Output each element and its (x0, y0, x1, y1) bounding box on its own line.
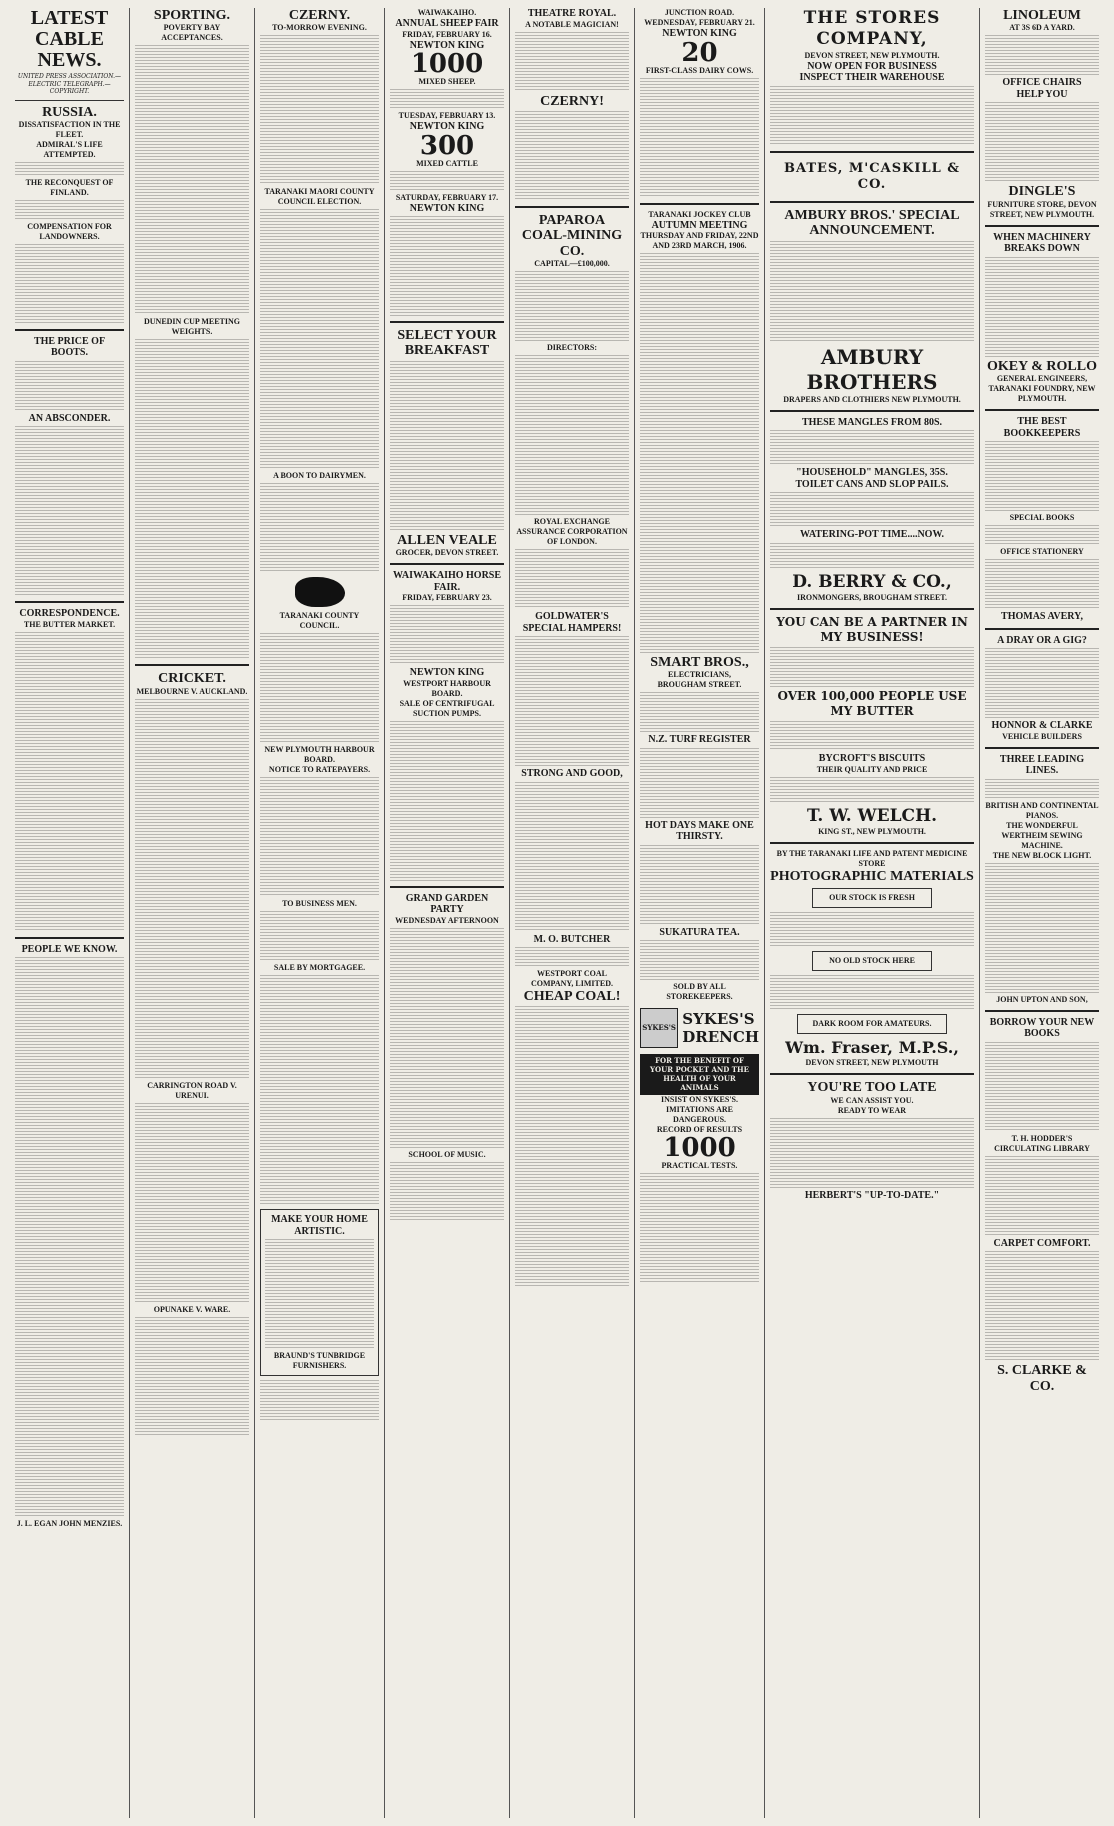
bates-heading: BATES, M'CASKILL & CO. (783, 160, 961, 192)
borrow-heading: BORROW YOUR NEW BOOKS (989, 1016, 1095, 1040)
compensation-heading: COMPENSATION FOR LANDOWNERS. (27, 221, 112, 241)
bycroft-heading: BYCROFT'S BISCUITS (818, 753, 926, 765)
divider (135, 664, 249, 666)
ratepayers-heading: NOTICE TO RATEPAYERS. (268, 765, 371, 775)
drench-bottle-icon (640, 1008, 678, 1048)
berry-heading: D. BERRY & CO., (792, 571, 952, 592)
text-block (15, 200, 124, 220)
paparoa-heading: PAPAROA COAL-MINING CO. (521, 212, 623, 259)
block-light-heading: THE NEW BLOCK LIGHT. (992, 850, 1092, 860)
column-ads (765, 8, 980, 1818)
braund-heading: BRAUND'S TUNBRIDGE FURNISHERS. (273, 1351, 366, 1371)
divider (15, 329, 124, 331)
text-block (135, 45, 249, 315)
text-block (640, 253, 759, 653)
text-block (640, 940, 759, 980)
chairs-heading: OFFICE CHAIRS (1002, 77, 1082, 89)
leading-heading: THREE LEADING LINES. (999, 753, 1085, 777)
czerny-heading: CZERNY! (540, 93, 604, 109)
divider (390, 886, 504, 888)
text-block (985, 257, 1099, 357)
photographic-heading: PHOTOGRAPHIC MATERIALS (770, 868, 974, 884)
assist-heading: WE CAN ASSIST YOU. (830, 1095, 914, 1105)
machinery-heading: WHEN MACHINERY BREAKS DOWN (993, 231, 1091, 255)
dingle-heading: DINGLE'S (1008, 184, 1076, 200)
signoff: J. L. EGAN JOHN MENZIES. (16, 1519, 123, 1529)
text-block (770, 543, 974, 568)
text-block (770, 647, 974, 687)
dingle-sub: FURNITURE STORE, DEVON STREET, NEW PLYMOUTH. (987, 199, 1097, 219)
autumn-heading: AUTUMN MEETING (651, 219, 748, 231)
date-heading: SATURDAY, FEBRUARY 17. (395, 192, 499, 202)
record-heading: RECORD OF RESULTS (656, 1125, 743, 1135)
no-old-label: NO OLD STOCK HERE (829, 956, 915, 966)
text-block (770, 721, 974, 751)
text-block (260, 777, 379, 897)
county-heading: TARANAKI COUNTY COUNCIL. (279, 611, 360, 631)
honnor-heading: HONNOR & CLARKE (991, 720, 1093, 732)
coal-company-heading: WESTPORT COAL COMPANY, LIMITED. (530, 969, 613, 989)
register-heading: N.Z. TURF REGISTER (648, 734, 751, 746)
drench-bottle-label: SYKES'S (642, 1023, 676, 1033)
bookkeepers-heading: THE BEST BOOKKEEPERS (1003, 416, 1081, 439)
date-heading: TUESDAY, FEBRUARY 13. (398, 111, 496, 120)
ready-heading: READY TO WEAR (837, 1105, 907, 1115)
divider (15, 601, 124, 603)
divider (770, 608, 974, 610)
imitations-heading: IMITATIONS ARE DANGEROUS. (665, 1105, 734, 1125)
divider (770, 201, 974, 203)
upton-heading: JOHN UPTON AND SON, (996, 994, 1088, 1004)
newton-king-heading: NEWTON KING (409, 121, 485, 132)
text-block (390, 361, 504, 531)
stationery-heading: OFFICE STATIONERY (1000, 547, 1084, 557)
mangles-heading: THESE MANGLES FROM 80S. (801, 416, 943, 428)
ambury-heading: AMBURY BROTHERS (806, 344, 938, 394)
storekeepers-heading: SOLD BY ALL STOREKEEPERS. (666, 982, 733, 1002)
help-heading: HELP YOU (1016, 88, 1068, 100)
linoleum-heading: LINOLEUM (1003, 8, 1081, 23)
column-notices (255, 8, 385, 1818)
absconder-heading: AN ABSCONDER. (28, 412, 111, 424)
newton-king-heading: NEWTON KING (409, 667, 485, 679)
toilet-heading: TOILET CANS AND SLOP PAILS. (795, 478, 949, 490)
okey-heading: OKEY & ROLLO (987, 358, 1097, 374)
quality-heading: THEIR QUALITY AND PRICE (816, 764, 928, 774)
text-block (770, 1118, 974, 1188)
column-sporting (130, 8, 255, 1818)
carrington-heading: CARRINGTON ROAD V. URENUI. (147, 1080, 237, 1100)
divider (985, 628, 1099, 630)
fresh-box (812, 888, 932, 908)
inspect-heading: INSPECT THEIR WAREHOUSE (799, 72, 945, 83)
evening-heading: TO-MORROW EVENING. (272, 23, 367, 33)
text-block (985, 35, 1099, 75)
column-classified (980, 8, 1104, 1818)
text-block (135, 699, 249, 1079)
count-1000: 1000 (410, 49, 484, 79)
mortgage-heading: SALE BY MORTGAGEE. (273, 963, 366, 973)
text-block (515, 1006, 629, 1286)
divider (985, 409, 1099, 411)
pumps-heading: SALE OF CENTRIFUGAL SUCTION PUMPS. (399, 698, 495, 718)
text-block (985, 102, 1099, 182)
text-block (15, 632, 124, 932)
assurance-heading: ROYAL EXCHANGE ASSURANCE CORPORATION OF LONDON. (516, 517, 628, 547)
drapers-heading: DRAPERS AND CLOTHIERS NEW PLYMOUTH. (783, 394, 961, 404)
fleet-heading: DISSATISFACTION IN THE FLEET. (18, 119, 121, 139)
too-late-heading: YOU'RE TOO LATE (807, 1080, 937, 1096)
insist-heading: INSIST ON SYKES'S. (661, 1095, 738, 1105)
fresh-label: OUR STOCK IS FRESH (829, 893, 915, 903)
text-block (135, 339, 249, 659)
text-block (640, 1173, 759, 1283)
smart-heading: SMART BROS., (650, 655, 749, 670)
magician-heading: A NOTABLE MAGICIAN! (525, 19, 619, 29)
veale-heading: ALLEN VEALE (397, 532, 497, 548)
honnor-sub: VEHICLE BUILDERS (1002, 731, 1082, 741)
text-block (515, 271, 629, 341)
column-entertainment (510, 8, 635, 1818)
text-block (770, 492, 974, 527)
business-heading: TO BUSINESS MEN. (282, 899, 357, 909)
text-block (390, 1162, 504, 1222)
text-block (260, 911, 379, 961)
home-heading: MAKE YOUR HOME ARTISTIC. (271, 1214, 368, 1237)
tests-heading: PRACTICAL TESTS. (661, 1161, 738, 1171)
divider (985, 1010, 1099, 1012)
text-block (515, 32, 629, 92)
cheap-coal-heading: CHEAP COAL! (523, 989, 621, 1005)
ink-blot (295, 577, 345, 607)
text-block (515, 947, 629, 967)
avery-heading: THOMAS AVERY, (1001, 611, 1083, 623)
text-block (985, 1156, 1099, 1236)
text-block (640, 78, 759, 198)
admiral-heading: ADMIRAL'S LIFE ATTEMPTED. (36, 139, 103, 159)
text-block (770, 777, 974, 802)
text-block (260, 35, 379, 185)
text-block (770, 86, 974, 146)
match-heading: MELBOURNE V. AUCKLAND. (136, 686, 248, 696)
photo-by-heading: BY THE TARANAKI LIFE AND PATENT MEDICINE STORE (776, 848, 968, 868)
dunedin-heading: DUNEDIN CUP MEETING WEIGHTS. (143, 317, 240, 337)
horse-fair-heading: WAIWAKAIHO HORSE FAIR. (392, 570, 502, 593)
count-20: 20 (681, 37, 718, 68)
column-news (10, 8, 130, 1818)
drench-heading: DRENCH (682, 1028, 759, 1047)
text-block (640, 748, 759, 818)
divider (985, 747, 1099, 749)
capital-heading: CAPITAL—£100,000. (534, 259, 610, 269)
divider (770, 842, 974, 844)
text-block (265, 1239, 374, 1349)
text-block (15, 361, 124, 411)
strong-heading: STRONG AND GOOD, (521, 768, 623, 780)
date-heading: THURSDAY AND FRIDAY, 22ND AND 23RD MARCH, 1906. (640, 231, 759, 250)
finland-heading: THE RECONQUEST OF FINLAND. (25, 177, 114, 197)
cows-heading: FIRST-CLASS DAIRY COWS. (645, 65, 754, 75)
dray-heading: A DRAY OR A GIG? (997, 634, 1087, 646)
okey-sub: GENERAL ENGINEERS, TARANAKI FOUNDRY, NEW PLYMOUTH. (988, 374, 1096, 404)
garden-party-heading: GRAND GARDEN PARTY (405, 892, 489, 916)
junction-heading: JUNCTION ROAD. (664, 8, 735, 17)
cricket-title: CRICKET. (158, 671, 226, 687)
boots-heading: THE PRICE OF BOOTS. (33, 335, 106, 359)
newton-king-heading: NEWTON KING (409, 39, 485, 51)
sporting-title: SPORTING. (153, 8, 231, 23)
sykes-drench-ad (640, 1008, 759, 1048)
divider (515, 206, 629, 208)
columns (10, 8, 1104, 1818)
column-racing (635, 8, 765, 1818)
text-block (260, 633, 379, 743)
electricians-heading: ELECTRICIANS, (668, 670, 731, 680)
date-heading: FRIDAY, FEBRUARY 23. (402, 593, 492, 603)
newton-king-heading: NEWTON KING (409, 202, 485, 214)
street-heading: BROUGHAM STREET. (657, 680, 742, 690)
stores-address: DEVON STREET, NEW PLYMOUTH. (804, 50, 940, 60)
sheep-fair-heading: ANNUAL SHEEP FAIR (395, 18, 499, 29)
westport-heading: WESTPORT HARBOUR BOARD. (403, 678, 491, 698)
ambury-announcement-heading: AMBURY BROS.' SPECIAL ANNOUNCEMENT. (784, 208, 960, 239)
date-heading: WEDNESDAY, FEBRUARY 21. (644, 18, 755, 27)
divider (770, 1073, 974, 1075)
text-block (515, 782, 629, 932)
divider (15, 100, 124, 101)
jockey-heading: TARANAKI JOCKEY CLUB (648, 209, 751, 219)
maori-heading: TARANAKI MAORI COUNTY COUNCIL ELECTION. (264, 187, 375, 207)
date-heading: FRIDAY, FEBRUARY 16. (402, 29, 492, 39)
text-block (985, 441, 1099, 511)
text-block (390, 721, 504, 881)
text-block (260, 483, 379, 573)
text-block (985, 1251, 1099, 1361)
text-block (640, 692, 759, 732)
butter-heading: THE BUTTER MARKET. (23, 619, 116, 629)
text-block (640, 845, 759, 925)
text-block (260, 209, 379, 469)
stores-heading: THE STORES COMPANY, (803, 8, 941, 50)
partner-heading: YOU CAN BE A PARTNER IN MY BUSINESS! (776, 615, 968, 645)
no-old-box (812, 951, 932, 971)
linoleum-price: AT 3S 6D A YARD. (1009, 23, 1075, 33)
divider (390, 563, 504, 565)
czerny-title: CZERNY. (288, 8, 351, 23)
herbert-heading: HERBERT'S "UP-TO-DATE." (804, 1189, 940, 1201)
dark-room-box (797, 1014, 947, 1034)
text-block (985, 559, 1099, 609)
fraser-heading: Wm. Fraser, M.P.S., (785, 1038, 959, 1058)
divider (985, 225, 1099, 227)
newton-king-heading: NEWTON KING (662, 28, 737, 39)
home-ad (260, 1209, 379, 1376)
goldwater-heading: GOLDWATER'S SPECIAL HAMPERS! (522, 611, 622, 634)
text-block (770, 430, 974, 465)
directors-heading: DIRECTORS: (546, 343, 598, 353)
household-heading: "HOUSEHOLD" MANGLES, 35S. (796, 467, 948, 479)
harbour-heading: NEW PLYMOUTH HARBOUR BOARD. (264, 745, 375, 765)
text-block (770, 912, 974, 947)
date-heading: WEDNESDAY AFTERNOON (395, 915, 499, 925)
text-block (515, 355, 629, 515)
wertheim-heading: THE WONDERFUL WERTHEIM SEWING MACHINE. (1001, 820, 1083, 850)
text-block (15, 426, 124, 596)
sykes-heading: SYKES'S (682, 1009, 755, 1028)
sheep-desc: MIXED SHEEP. (418, 77, 476, 86)
books-heading: SPECIAL BOOKS (1009, 513, 1075, 523)
divider (640, 203, 759, 205)
theatre-heading: THEATRE ROYAL. (527, 8, 617, 19)
poverty-heading: POVERTY BAY ACCEPTANCES. (161, 23, 223, 43)
divider (770, 151, 974, 153)
watering-heading: WATERING-POT TIME....NOW. (799, 529, 945, 541)
correspondence-heading: CORRESPONDENCE. (19, 608, 120, 620)
divider (770, 410, 974, 412)
clarke-heading: S. CLARKE & CO. (997, 1363, 1087, 1394)
divider (15, 937, 124, 939)
divider (390, 321, 504, 323)
text-block (390, 171, 504, 191)
text-block (390, 89, 504, 109)
place-heading: WAIWAKAIHO. (417, 8, 477, 17)
count-300: 300 (419, 130, 475, 161)
text-block (135, 1103, 249, 1303)
count-1000-tests: 1000 (663, 1133, 736, 1164)
people-heading: PEOPLE WE KNOW. (21, 943, 118, 955)
text-block (515, 111, 629, 201)
benefit-banner: FOR THE BENEFIT OF YOUR POCKET AND THE HEALTH OF YOUR ANIMALS (640, 1054, 759, 1095)
welch-heading: T. W. WELCH. (806, 805, 938, 826)
press-assoc: UNITED PRESS ASSOCIATION.— ELECTRIC TELEGRAPH.—COPYRIGHT. (17, 73, 122, 95)
column-auctions (385, 8, 510, 1818)
text-block (770, 241, 974, 341)
ironmongers-heading: IRONMONGERS, BROUGHAM STREET. (796, 593, 948, 603)
cattle-desc: MIXED CATTLE (416, 158, 478, 168)
text-block (770, 975, 974, 1010)
text-block (985, 863, 1099, 993)
text-block (15, 162, 124, 176)
text-block (985, 525, 1099, 545)
hot-days-heading: HOT DAYS MAKE ONE THIRSTY. (645, 819, 754, 843)
dark-room-label: DARK ROOM FOR AMATEURS. (812, 1019, 932, 1029)
open-heading: NOW OPEN FOR BUSINESS (807, 60, 937, 72)
text-block (985, 648, 1099, 718)
hodder-heading: T. H. HODDER'S CIRCULATING LIBRARY (994, 1133, 1090, 1153)
russia-heading: RUSSIA. (42, 104, 97, 120)
text-block (135, 1317, 249, 1437)
text-block (15, 244, 124, 324)
text-block (260, 975, 379, 1205)
fraser-address: DEVON STREET, NEW PLYMOUTH (805, 1058, 939, 1068)
butcher-heading: M. O. BUTCHER (533, 933, 611, 945)
sukatura-heading: SUKATURA TEA. (659, 926, 740, 938)
butter-users-heading: OVER 100,000 PEOPLE USE MY BUTTER (777, 689, 967, 719)
music-heading: SCHOOL OF MUSIC. (408, 1149, 486, 1159)
breakfast-heading: SELECT YOUR BREAKFAST (397, 328, 497, 359)
text-block (390, 216, 504, 316)
grocer-heading: GROCER, DEVON STREET. (395, 548, 499, 558)
text-block (515, 549, 629, 609)
pianos-heading: BRITISH AND CONTINENTAL PIANOS. (985, 800, 1099, 820)
text-block (985, 779, 1099, 799)
text-block (390, 928, 504, 1148)
cable-news-title: LATEST CABLE NEWS. (30, 8, 109, 71)
text-block (260, 1380, 379, 1420)
dairymen-heading: A BOON TO DAIRYMEN. (273, 471, 366, 481)
text-block (985, 1042, 1099, 1132)
text-block (15, 957, 124, 1517)
carpet-heading: CARPET COMFORT. (993, 1237, 1091, 1249)
king-street-heading: KING ST., NEW PLYMOUTH. (818, 826, 926, 836)
text-block (515, 636, 629, 766)
text-block (390, 605, 504, 665)
opunake-heading: OPUNAKE V. WARE. (153, 1304, 231, 1314)
